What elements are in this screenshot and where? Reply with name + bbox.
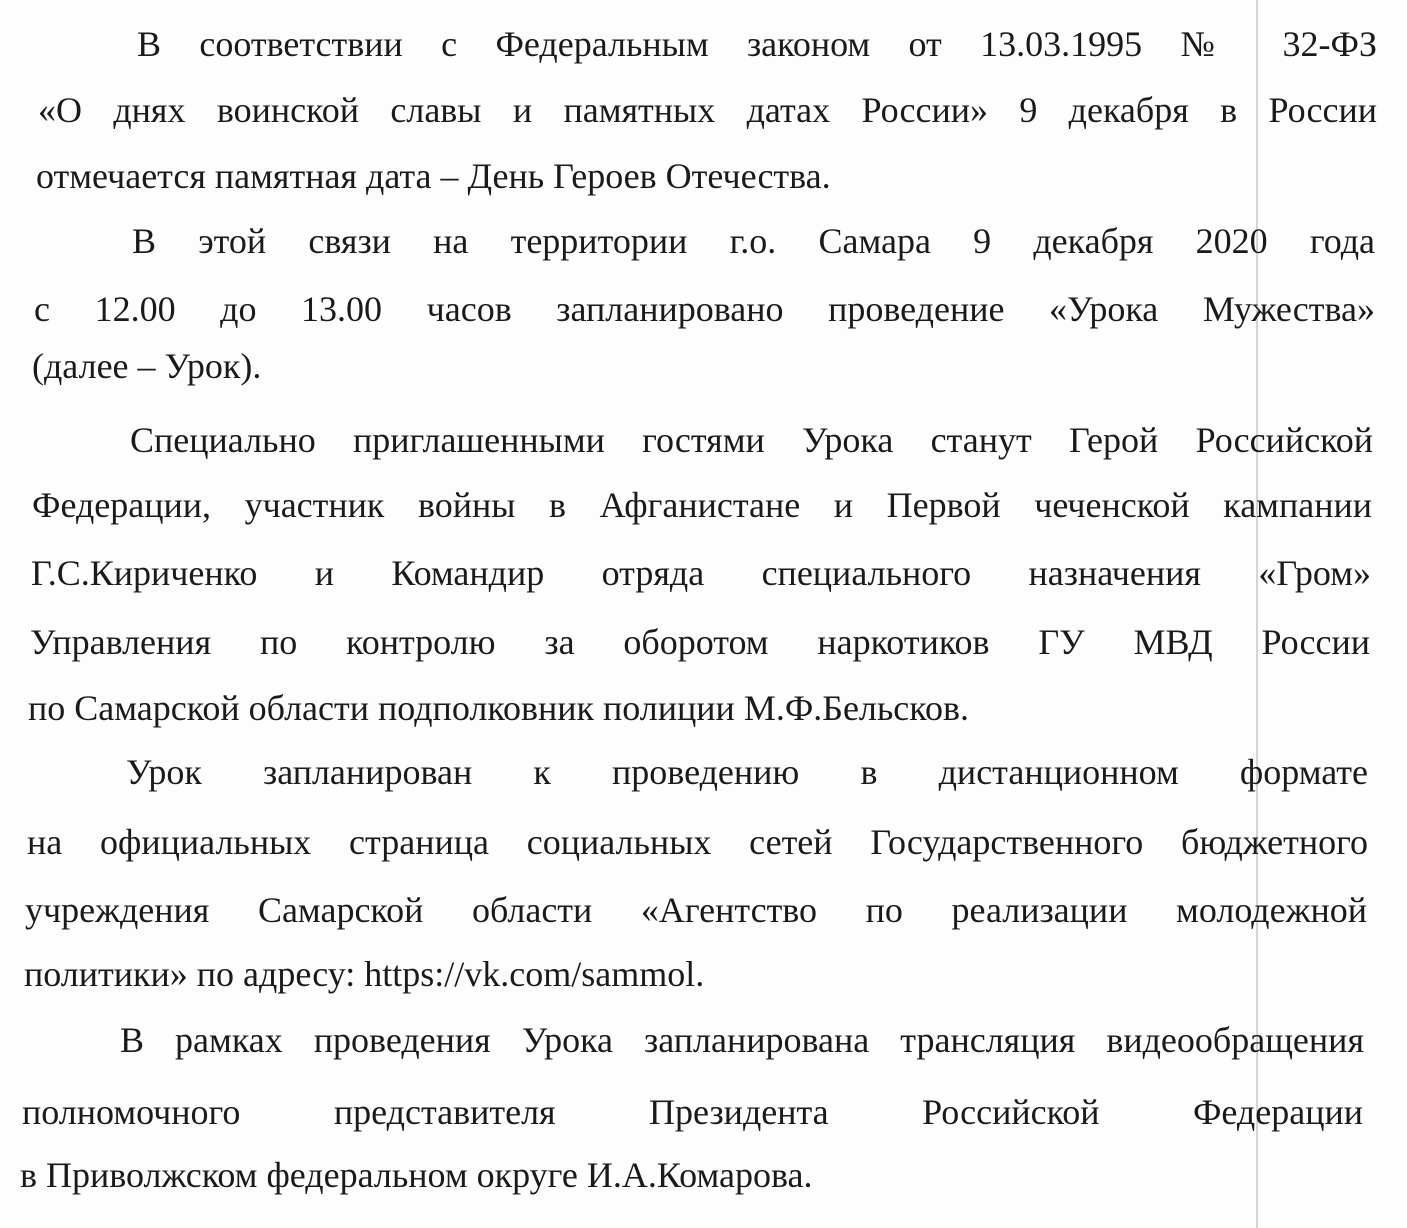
paragraph-3-line-2: Федерации, участник войны в Афганистане и Первой чеченской кампании — [32, 485, 1372, 525]
paragraph-5-line-2: полномочного представителя Президента Российской Федерации — [22, 1092, 1363, 1132]
paragraph-4-line-3: учреждения Самарской области «Агентство по реализации молодежной — [25, 890, 1367, 930]
paragraph-5-line-1: В рамках проведения Урока запланирована трансляция видеообращения — [120, 1020, 1364, 1060]
paragraph-1-line-3: отмечается памятная дата – День Героев Отечества. — [36, 156, 831, 196]
paragraph-4-line-2: на официальных страница социальных сетей Государственного бюджетного — [27, 822, 1368, 862]
paragraph-5-line-3: в Приволжском федеральном округе И.А.Комарова. — [20, 1155, 813, 1195]
paragraph-2-line-1: В этой связи на территории г.о. Самара 9 декабря 2020 года — [132, 221, 1375, 261]
paragraph-3-line-3: Г.С.Кириченко и Командир отряда специального назначения «Гром» — [31, 553, 1371, 593]
paragraph-2-line-3: (далее – Урок). — [32, 346, 262, 386]
paragraph-2-line-2: с 12.00 до 13.00 часов запланировано проведение «Урока Мужества» — [34, 289, 1375, 329]
paragraph-1-line-1: В соответствии с Федеральным законом от 13.03.1995 № 32-ФЗ — [137, 24, 1377, 64]
paragraph-4-line-1: Урок запланирован к проведению в дистанционном формате — [126, 752, 1368, 792]
paragraph-3-line-4: Управления по контролю за оборотом наркотиков ГУ МВД России — [30, 622, 1370, 662]
paragraph-1-line-2: «О днях воинской славы и памятных датах России» 9 декабря в России — [38, 90, 1377, 130]
paragraph-3-line-5: по Самарской области подполковник полиции М.Ф.Бельсков. — [28, 688, 969, 728]
paragraph-4-line-4: политики» по адресу: https://vk.com/sammol. — [24, 954, 705, 994]
paragraph-3-line-1: Специально приглашенными гостями Урока станут Герой Российской — [130, 420, 1373, 460]
